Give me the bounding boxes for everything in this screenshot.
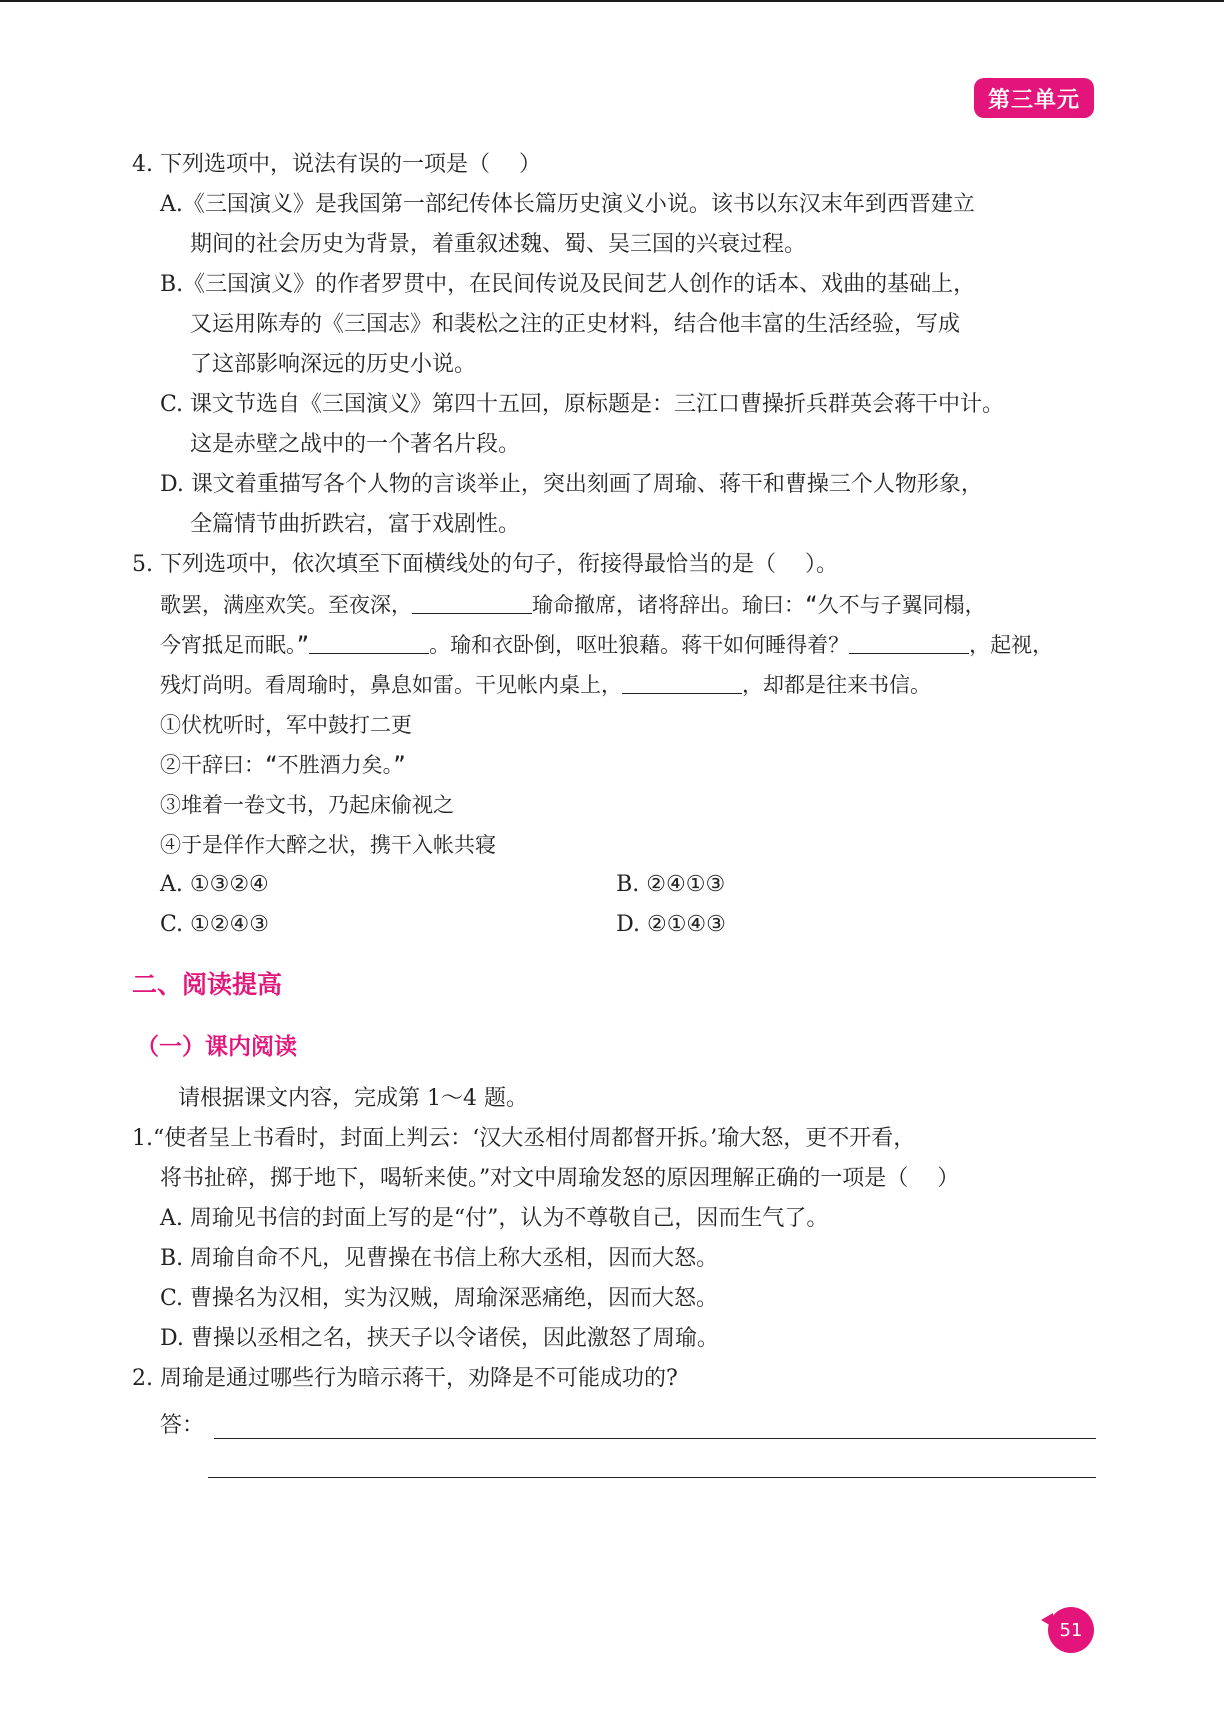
answer-line[interactable]: [214, 1412, 1096, 1439]
fill-blank: [412, 591, 532, 614]
r2-stem: 2. 周瑜是通过哪些行为暗示蒋干，劝降是不可能成功的?: [132, 1366, 678, 1391]
section-intro: 请根据课文内容，完成第 1～4 题。: [178, 1086, 528, 1111]
r1-stem-line1: 1.“使者呈上书看时，封面上判云：‘汉大丞相付周都督开拆。’瑜大怒，更不开看，: [132, 1126, 916, 1151]
passage-text: ，却都是往来书信。: [742, 673, 931, 697]
q5-passage-line1: [132, 585, 1096, 625]
top-rule: [0, 0, 1224, 2]
answer-row: [132, 1399, 1096, 1439]
fill-blank: [622, 671, 742, 694]
q5-passage-line2: [132, 625, 1096, 665]
q5-choice-d: D. ②①④③: [616, 912, 726, 937]
q4-option-d-line1: D. 课文着重描写各个人物的言谈举止，突出刻画了周瑜、蒋干和曹操三个人物形象，: [160, 472, 983, 497]
page-content: [132, 145, 1096, 1478]
q5-item-2: ②干辞曰：“不胜酒力矣。”: [160, 753, 406, 777]
r1-option-b: B. 周瑜自命不凡，见曹操在书信上称大丞相，因而大怒。: [160, 1246, 719, 1271]
passage-text: 。瑜和衣卧倒，呕吐狼藉。蒋干如何睡得着？: [429, 633, 850, 657]
q4-stem: 4. 下列选项中，说法有误的一项是（ ）: [132, 152, 541, 177]
q4-option-a-line1: A.《三国演义》是我国第一部纪传体长篇历史演义小说。该书以东汉末年到西晋建立: [160, 192, 975, 217]
section-title: 二、阅读提高: [132, 970, 283, 999]
q5-choices-row2: [132, 905, 1096, 945]
passage-text: 残灯尚明。看周瑜时，鼻息如雷。干见帐内桌上，: [160, 673, 622, 697]
q5-choice-c: C. ①②④③: [160, 912, 269, 937]
q5-item-4: ④于是佯作大醉之状，携干入帐共寝: [160, 833, 496, 857]
passage-text: 歌罢，满座欢笑。至夜深，: [160, 593, 412, 617]
q5-choice-a: A. ①③②④: [160, 872, 269, 897]
fill-blank: [309, 631, 429, 654]
q5-item-3: ③堆着一卷文书，乃起床偷视之: [160, 793, 454, 817]
q5-passage-line3: [132, 665, 1096, 705]
q5-item-1: ①伏枕听时，军中鼓打二更: [160, 713, 412, 737]
passage-text: 瑜命撤席，诸将辞出。瑜曰：“久不与子翼同榻，: [532, 593, 986, 617]
q4-option-b-line3: 了这部影响深远的历史小说。: [190, 352, 477, 377]
r1-stem-line2: 将书扯碎，掷于地下，喝斩来使。”对文中周瑜发怒的原因理解正确的一项是（ ）: [160, 1166, 960, 1191]
r1-option-a: A. 周瑜见书信的封面上写的是“付”，认为不尊敬自己，因而生气了。: [160, 1206, 829, 1231]
q4-option-b-line1: B.《三国演义》的作者罗贯中，在民间传说及民间艺人创作的话本、戏曲的基础上，: [160, 272, 976, 297]
fill-blank: [849, 631, 969, 654]
q5-choice-b: B. ②④①③: [616, 872, 726, 897]
answer-label: 答：: [160, 1413, 205, 1438]
q5-choices-row1: [132, 865, 1096, 905]
r1-option-c: C. 曹操名为汉相，实为汉贼，周瑜深恶痛绝，因而大怒。: [160, 1286, 719, 1311]
r1-option-d: D. 曹操以丞相之名，挟天子以令诸侯，因此激怒了周瑜。: [160, 1326, 719, 1351]
passage-text: 今宵抵足而眠。”: [160, 633, 310, 657]
passage-text: ，起视，: [969, 633, 1054, 657]
q4-option-a-line2: 期间的社会历史为背景，着重叙述魏、蜀、吴三国的兴衰过程。: [190, 232, 807, 257]
page-number-badge: 51: [1048, 1607, 1094, 1653]
q4-option-d-line2: 全篇情节曲折跌宕，富于戏剧性。: [190, 512, 521, 537]
answer-line[interactable]: [208, 1439, 1096, 1478]
unit-badge: 第三单元: [974, 78, 1094, 118]
q5-stem: 5. 下列选项中，依次填至下面横线处的句子，衔接得最恰当的是（ ）。: [132, 552, 838, 577]
q4-option-c-line2: 这是赤壁之战中的一个著名片段。: [190, 432, 521, 457]
section-subtitle: （一）课内阅读: [136, 1034, 297, 1060]
q4-option-b-line2: 又运用陈寿的《三国志》和裴松之注的正史材料，结合他丰富的生活经验，写成: [190, 312, 961, 337]
q4-option-c-line1: C. 课文节选自《三国演义》第四十五回，原标题是：三江口曹操折兵群英会蒋干中计。: [160, 392, 1005, 417]
